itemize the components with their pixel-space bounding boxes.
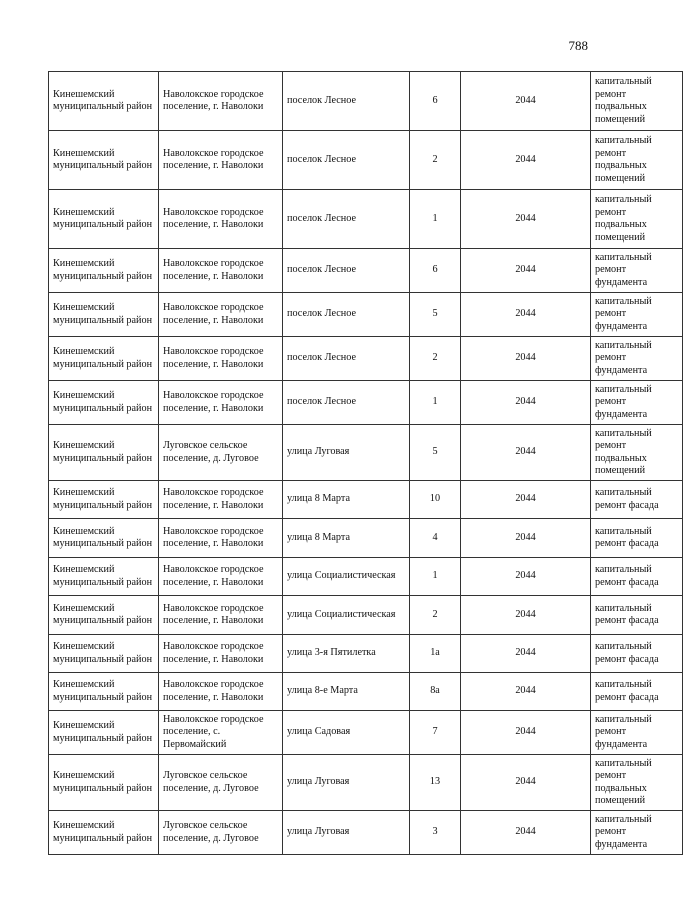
cell-year: 2044: [461, 519, 591, 558]
cell-settlement: Наволокское городское поселение, г. Наволоки: [159, 558, 283, 596]
cell-work: капитальный ремонт подвальных помещений: [591, 190, 683, 249]
cell-street: поселок Лесное: [283, 337, 410, 381]
table-row: [49, 755, 683, 811]
cell-work: капитальный ремонт подвальных помещений: [591, 72, 683, 131]
cell-district: Кинешемский муниципальный район: [49, 249, 159, 293]
cell-district: Кинешемский муниципальный район: [49, 558, 159, 596]
cell-work: капитальный ремонт фундамента: [591, 249, 683, 293]
table-row: [49, 131, 683, 190]
page-number: 788: [568, 38, 588, 53]
cell-work: капитальный ремонт фундамента: [591, 337, 683, 381]
cell-district: Кинешемский муниципальный район: [49, 519, 159, 558]
cell-street: поселок Лесное: [283, 190, 410, 249]
table-row: [49, 635, 683, 673]
cell-house: 1а: [410, 635, 461, 673]
cell-year: 2044: [461, 131, 591, 190]
cell-street: поселок Лесное: [283, 131, 410, 190]
cell-street: улица 8 Марта: [283, 519, 410, 558]
cell-district: Кинешемский муниципальный район: [49, 811, 159, 855]
table-row: [49, 425, 683, 481]
table-body: [49, 72, 683, 855]
cell-street: улица Социалистическая: [283, 596, 410, 635]
table-row: [49, 558, 683, 596]
cell-work: капитальный ремонт фасада: [591, 635, 683, 673]
cell-settlement: Наволокское городское поселение, г. Наволоки: [159, 381, 283, 425]
table-row: [49, 811, 683, 855]
cell-settlement: Наволокское городское поселение, г. Наволоки: [159, 596, 283, 635]
cell-settlement: Наволокское городское поселение, г. Наволоки: [159, 337, 283, 381]
cell-work: капитальный ремонт фундамента: [591, 711, 683, 755]
cell-house: 8а: [410, 673, 461, 711]
cell-year: 2044: [461, 811, 591, 855]
cell-settlement: Наволокское городское поселение, г. Наволоки: [159, 249, 283, 293]
cell-district: Кинешемский муниципальный район: [49, 596, 159, 635]
cell-settlement: Наволокское городское поселение, г. Наволоки: [159, 293, 283, 337]
cell-year: 2044: [461, 755, 591, 811]
table-row: [49, 337, 683, 381]
cell-house: 1: [410, 558, 461, 596]
cell-year: 2044: [461, 596, 591, 635]
cell-street: улица 8 Марта: [283, 481, 410, 519]
cell-work: капитальный ремонт подвальных помещений: [591, 131, 683, 190]
table-row: [49, 381, 683, 425]
cell-work: капитальный ремонт фундамента: [591, 381, 683, 425]
cell-street: улица Луговая: [283, 755, 410, 811]
cell-district: Кинешемский муниципальный район: [49, 190, 159, 249]
cell-district: Кинешемский муниципальный район: [49, 381, 159, 425]
cell-street: улица 3-я Пятилетка: [283, 635, 410, 673]
table-row: [49, 711, 683, 755]
cell-settlement: Луговское сельское поселение, д. Луговое: [159, 755, 283, 811]
cell-work: капитальный ремонт фундамента: [591, 293, 683, 337]
cell-settlement: Наволокское городское поселение, г. Наволоки: [159, 481, 283, 519]
repair-schedule-table: [48, 71, 683, 855]
cell-house: 2: [410, 337, 461, 381]
cell-house: 2: [410, 131, 461, 190]
cell-year: 2044: [461, 190, 591, 249]
cell-house: 2: [410, 596, 461, 635]
cell-street: поселок Лесное: [283, 381, 410, 425]
table-row: [49, 596, 683, 635]
table-row: [49, 72, 683, 131]
cell-district: Кинешемский муниципальный район: [49, 337, 159, 381]
cell-house: 6: [410, 72, 461, 131]
cell-year: 2044: [461, 293, 591, 337]
cell-street: улица Луговая: [283, 425, 410, 481]
cell-street: поселок Лесное: [283, 72, 410, 131]
cell-work: капитальный ремонт подвальных помещений: [591, 425, 683, 481]
cell-street: улица Социалистическая: [283, 558, 410, 596]
cell-work: капитальный ремонт подвальных помещений: [591, 755, 683, 811]
cell-year: 2044: [461, 558, 591, 596]
cell-settlement: Наволокское городское поселение, г. Наволоки: [159, 131, 283, 190]
cell-district: Кинешемский муниципальный район: [49, 72, 159, 131]
cell-street: поселок Лесное: [283, 293, 410, 337]
cell-year: 2044: [461, 381, 591, 425]
cell-house: 1: [410, 190, 461, 249]
cell-work: капитальный ремонт фасада: [591, 519, 683, 558]
cell-year: 2044: [461, 711, 591, 755]
table-row: [49, 481, 683, 519]
table-row: [49, 673, 683, 711]
cell-house: 1: [410, 381, 461, 425]
cell-street: улица Луговая: [283, 811, 410, 855]
table-row: [49, 249, 683, 293]
cell-house: 4: [410, 519, 461, 558]
cell-district: Кинешемский муниципальный район: [49, 635, 159, 673]
cell-house: 5: [410, 293, 461, 337]
table-row: [49, 293, 683, 337]
cell-district: Кинешемский муниципальный район: [49, 481, 159, 519]
cell-house: 13: [410, 755, 461, 811]
cell-work: капитальный ремонт фасада: [591, 558, 683, 596]
cell-house: 6: [410, 249, 461, 293]
cell-work: капитальный ремонт фасада: [591, 673, 683, 711]
cell-street: улица Садовая: [283, 711, 410, 755]
cell-year: 2044: [461, 72, 591, 131]
cell-year: 2044: [461, 481, 591, 519]
cell-street: поселок Лесное: [283, 249, 410, 293]
cell-settlement: Наволокское городское поселение, г. Наволоки: [159, 635, 283, 673]
cell-settlement: Наволокское городское поселение, г. Наволоки: [159, 190, 283, 249]
cell-district: Кинешемский муниципальный район: [49, 425, 159, 481]
cell-district: Кинешемский муниципальный район: [49, 131, 159, 190]
cell-district: Кинешемский муниципальный район: [49, 673, 159, 711]
table-row: [49, 519, 683, 558]
cell-district: Кинешемский муниципальный район: [49, 293, 159, 337]
cell-year: 2044: [461, 635, 591, 673]
cell-year: 2044: [461, 337, 591, 381]
cell-district: Кинешемский муниципальный район: [49, 711, 159, 755]
cell-settlement: Наволокское городское поселение, с. Первомайский: [159, 711, 283, 755]
cell-work: капитальный ремонт фасада: [591, 596, 683, 635]
cell-settlement: Наволокское городское поселение, г. Наволоки: [159, 72, 283, 131]
cell-work: капитальный ремонт фундамента: [591, 811, 683, 855]
cell-settlement: Луговское сельское поселение, д. Луговое: [159, 811, 283, 855]
cell-work: капитальный ремонт фасада: [591, 481, 683, 519]
cell-house: 7: [410, 711, 461, 755]
table-row: [49, 190, 683, 249]
cell-house: 10: [410, 481, 461, 519]
cell-street: улица 8-е Марта: [283, 673, 410, 711]
cell-house: 5: [410, 425, 461, 481]
cell-house: 3: [410, 811, 461, 855]
cell-settlement: Наволокское городское поселение, г. Наволоки: [159, 673, 283, 711]
cell-year: 2044: [461, 249, 591, 293]
cell-district: Кинешемский муниципальный район: [49, 755, 159, 811]
cell-year: 2044: [461, 673, 591, 711]
cell-settlement: Луговское сельское поселение, д. Луговое: [159, 425, 283, 481]
cell-year: 2044: [461, 425, 591, 481]
cell-settlement: Наволокское городское поселение, г. Наволоки: [159, 519, 283, 558]
